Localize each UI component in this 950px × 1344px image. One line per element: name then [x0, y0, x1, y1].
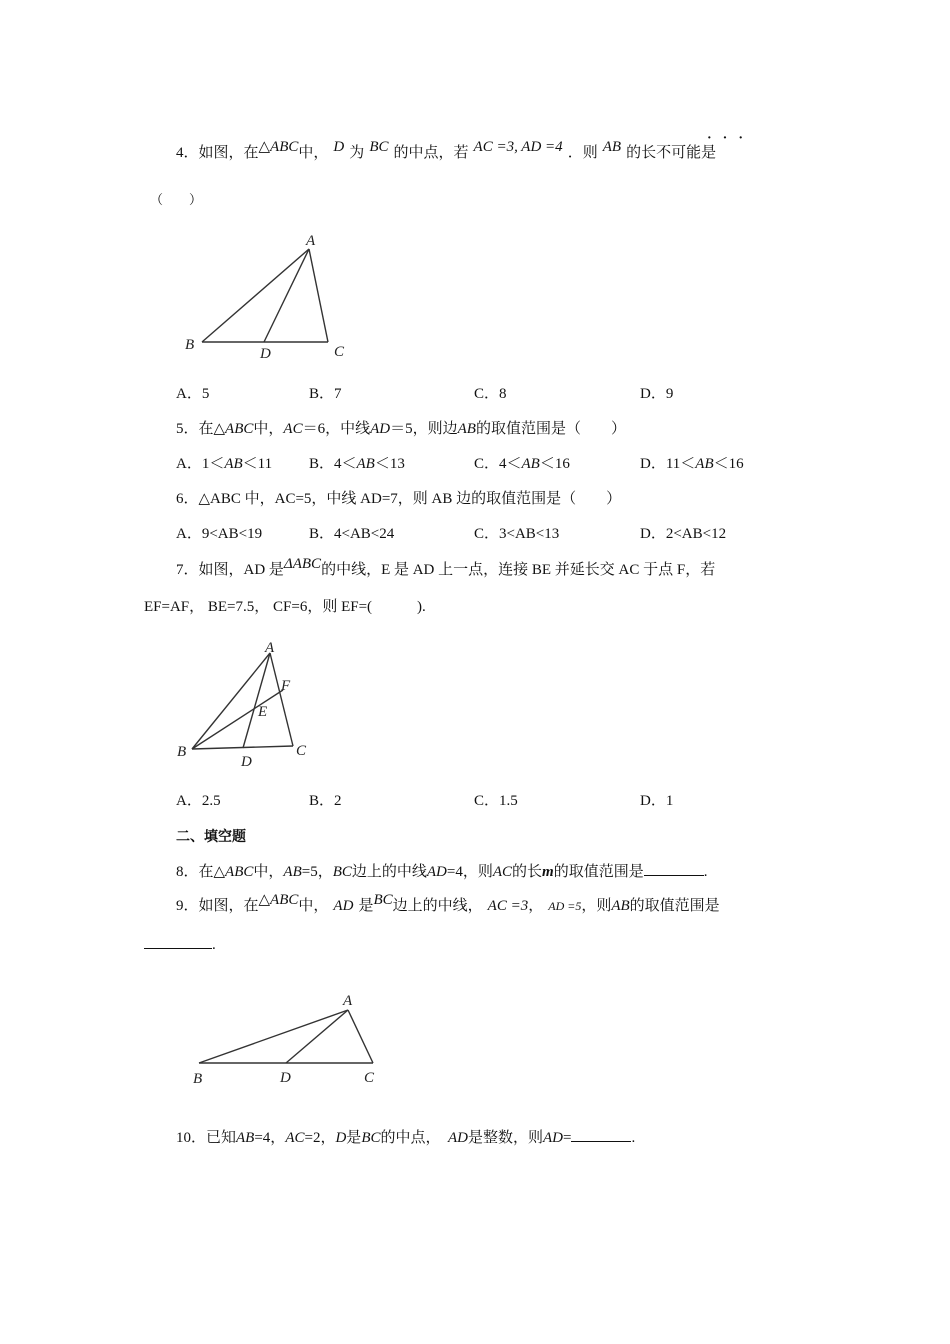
- q4-label-a: A: [306, 233, 316, 249]
- q9-edge-ad: [286, 1010, 348, 1063]
- q4-option-c[interactable]: C．8: [474, 386, 507, 402]
- q9-label-b: B: [193, 1071, 203, 1087]
- q7-label-e: E: [258, 704, 268, 720]
- q7-edge-ac: [270, 653, 293, 746]
- q5-option-d[interactable]: D．11＜AB＜16: [640, 456, 744, 472]
- q7-edge-ab: [192, 653, 270, 749]
- q7-option-a[interactable]: A．2.5: [176, 793, 221, 809]
- q5-option-c[interactable]: C．4＜AB＜16: [474, 456, 570, 472]
- q9-label-a: A: [343, 993, 353, 1009]
- q4-option-a[interactable]: A．5: [176, 386, 210, 402]
- q5-option-a[interactable]: A．1＜AB＜11: [176, 456, 273, 472]
- q4-edge-ab: [202, 249, 309, 342]
- q7-label-f: F: [281, 678, 291, 694]
- q10-stem: 10．已知AB=4，AC=2，D是BC的中点， AD是整数，则AD= .: [176, 1127, 635, 1148]
- q9-answer-blank[interactable]: [144, 934, 212, 949]
- emphasis-dots: ···: [707, 131, 755, 146]
- q4-option-b[interactable]: B．7: [309, 386, 342, 402]
- q10-answer-blank[interactable]: [571, 1127, 631, 1142]
- q7-stem-line2: EF=AF， BE=7.5， CF=6，则 EF=( ).: [144, 599, 426, 615]
- q4-option-d[interactable]: D．9: [640, 386, 674, 402]
- q7-figure: [175, 638, 325, 773]
- q6-option-c[interactable]: C．3<AB<13: [474, 526, 560, 542]
- q7-edge-bf: [192, 690, 283, 749]
- q9-stem: 9．如图，在△ABC中， AD 是BC边上的中线， AC =3， AD =5，则AB的取值范围是: [176, 892, 720, 914]
- q9-label-d: D: [280, 1070, 291, 1086]
- q9-edge-ac: [348, 1010, 373, 1063]
- q6-option-b[interactable]: B．4<AB<24: [309, 526, 395, 542]
- q4-label-d: D: [260, 346, 271, 362]
- q4-label-c: C: [334, 344, 345, 360]
- q7-option-c[interactable]: C．1.5: [474, 793, 518, 809]
- q6-option-d[interactable]: D．2<AB<12: [640, 526, 727, 542]
- q7-label-d: D: [241, 754, 252, 770]
- q4-paren: （ ）: [150, 192, 203, 207]
- q9-label-c: C: [364, 1070, 375, 1086]
- q7-option-b[interactable]: B．2: [309, 793, 342, 809]
- q4-edge-ad: [264, 249, 309, 342]
- q5-stem: 5．在△ABC中，AC＝6，中线AD＝5，则边AB的取值范围是（ ）: [176, 421, 626, 437]
- q6-option-a[interactable]: A．9<AB<19: [176, 526, 263, 542]
- section-fill-in-heading: 二、填空题: [176, 829, 246, 845]
- q8-answer-blank[interactable]: [644, 861, 704, 876]
- q4-emphasis: 不可能: [656, 145, 702, 161]
- q7-label-b: B: [177, 744, 187, 760]
- q4-stem: 4．如图，在△ABC中， D 为 BC 的中点，若 AC =3, AD =4 ．则 AB 的长不可能是: [176, 139, 717, 161]
- q9-edge-ab: [199, 1010, 348, 1063]
- q9-answer-line: .: [144, 934, 216, 955]
- q6-stem: 6．△ABC 中，AC=5，中线 AD=7，则 AB 边的取值范围是（ ）: [176, 491, 622, 507]
- q5-option-b[interactable]: B．4＜AB＜13: [309, 456, 405, 472]
- q4-label-b: B: [185, 337, 195, 353]
- q8-stem: 8．在△ABC中，AB=5，BC边上的中线AD=4，则AC的长m的取值范围是 .: [176, 861, 707, 882]
- q4-figure: [180, 228, 360, 368]
- q7-option-d[interactable]: D．1: [640, 793, 674, 809]
- q7-stem-line1: 7．如图，AD 是ΔABC的中线，E 是 AD 上一点，连接 BE 并延长交 AC 于点 F，若: [176, 556, 716, 578]
- q7-label-a: A: [265, 640, 275, 656]
- q9-figure: [185, 990, 395, 1090]
- q7-label-c: C: [296, 743, 307, 759]
- q4-edge-ac: [309, 249, 328, 342]
